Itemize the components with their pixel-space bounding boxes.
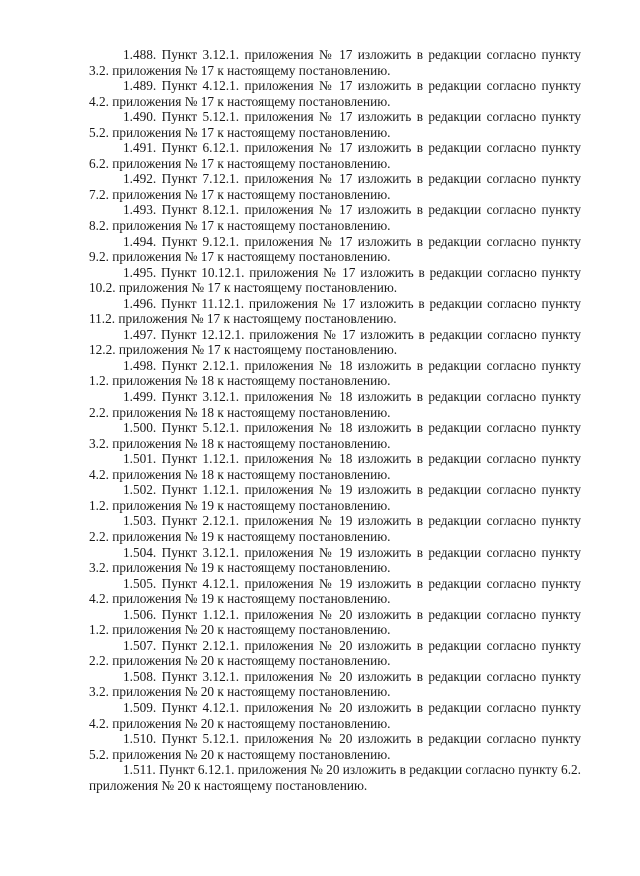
document-page	[89, 47, 581, 793]
paragraph: 1.493. Пункт 8.12.1. приложения № 17 изложить в редакции согласно пункту 8.2. приложения № 17 к настоящему постановлению.	[89, 202, 581, 234]
paragraph: 1.504. Пункт 3.12.1. приложения № 19 изложить в редакции согласно пункту 3.2. приложения № 19 к настоящему постановлению.	[89, 544, 581, 576]
paragraph: 1.491. Пункт 6.12.1. приложения № 17 изложить в редакции согласно пункту 6.2. приложения № 17 к настоящему постановлению.	[89, 140, 581, 171]
paragraph: 1.498. Пункт 2.12.1. приложения № 18 изложить в редакции согласно пункту 1.2. приложения № 18 к настоящему постановлению.	[89, 357, 581, 389]
paragraph: 1.501. Пункт 1.12.1. приложения № 18 изложить в редакции согласно пункту 4.2. приложения № 18 к настоящему постановлению.	[89, 451, 581, 482]
paragraph: 1.489. Пункт 4.12.1. приложения № 17 изложить в редакции согласно пункту 4.2. приложения № 17 к настоящему постановлению.	[89, 78, 581, 109]
paragraph: 1.506. Пункт 1.12.1. приложения № 20 изложить в редакции согласно пункту 1.2. приложения № 20 к настоящему постановлению.	[89, 606, 581, 638]
paragraph: 1.497. Пункт 12.12.1. приложения № 17 изложить в редакции согласно пункту 12.2. приложения № 17 к настоящему постановлению.	[89, 326, 581, 358]
paragraph: 1.492. Пункт 7.12.1. приложения № 17 изложить в редакции согласно пункту 7.2. приложения № 17 к настоящему постановлению.	[89, 171, 581, 202]
paragraph: 1.488. Пункт 3.12.1. приложения № 17 изложить в редакции согласно пункту 3.2. приложения № 17 к настоящему постановлению.	[89, 47, 581, 78]
paragraph: 1.496. Пункт 11.12.1. приложения № 17 изложить в редакции согласно пункту 11.2. приложения № 17 к настоящему постановлению.	[89, 295, 581, 327]
paragraph: 1.507. Пункт 2.12.1. приложения № 20 изложить в редакции согласно пункту 2.2. приложения № 20 к настоящему постановлению.	[89, 637, 581, 669]
paragraph: 1.509. Пункт 4.12.1. приложения № 20 изложить в редакции согласно пункту 4.2. приложения № 20 к настоящему постановлению.	[89, 699, 581, 731]
paragraph: 1.510. Пункт 5.12.1. приложения № 20 изложить в редакции согласно пункту 5.2. приложения № 20 к настоящему постановлению.	[89, 731, 581, 762]
paragraph: 1.503. Пункт 2.12.1. приложения № 19 изложить в редакции согласно пункту 2.2. приложения № 19 к настоящему постановлению.	[89, 513, 581, 544]
paragraph: 1.505. Пункт 4.12.1. приложения № 19 изложить в редакции согласно пункту 4.2. приложения № 19 к настоящему постановлению.	[89, 575, 581, 607]
paragraph: 1.490. Пункт 5.12.1. приложения № 17 изложить в редакции согласно пункту 5.2. приложения № 17 к настоящему постановлению.	[89, 109, 581, 140]
paragraph: 1.495. Пункт 10.12.1. приложения № 17 изложить в редакции согласно пункту 10.2. приложения № 17 к настоящему постановлению.	[89, 264, 581, 296]
paragraph: 1.500. Пункт 5.12.1. приложения № 18 изложить в редакции согласно пункту 3.2. приложения № 18 к настоящему постановлению.	[89, 420, 581, 451]
paragraph: 1.511. Пункт 6.12.1. приложения № 20 изложить в редакции согласно пункту 6.2. приложения № 20 к настоящему постановлению.	[89, 762, 581, 793]
paragraph: 1.494. Пункт 9.12.1. приложения № 17 изложить в редакции согласно пункту 9.2. приложения № 17 к настоящему постановлению.	[89, 233, 581, 265]
paragraph: 1.508. Пункт 3.12.1. приложения № 20 изложить в редакции согласно пункту 3.2. приложения № 20 к настоящему постановлению.	[89, 668, 581, 700]
paragraph: 1.499. Пункт 3.12.1. приложения № 18 изложить в редакции согласно пункту 2.2. приложения № 18 к настоящему постановлению.	[89, 389, 581, 420]
paragraph: 1.502. Пункт 1.12.1. приложения № 19 изложить в редакции согласно пункту 1.2. приложения № 19 к настоящему постановлению.	[89, 482, 581, 513]
